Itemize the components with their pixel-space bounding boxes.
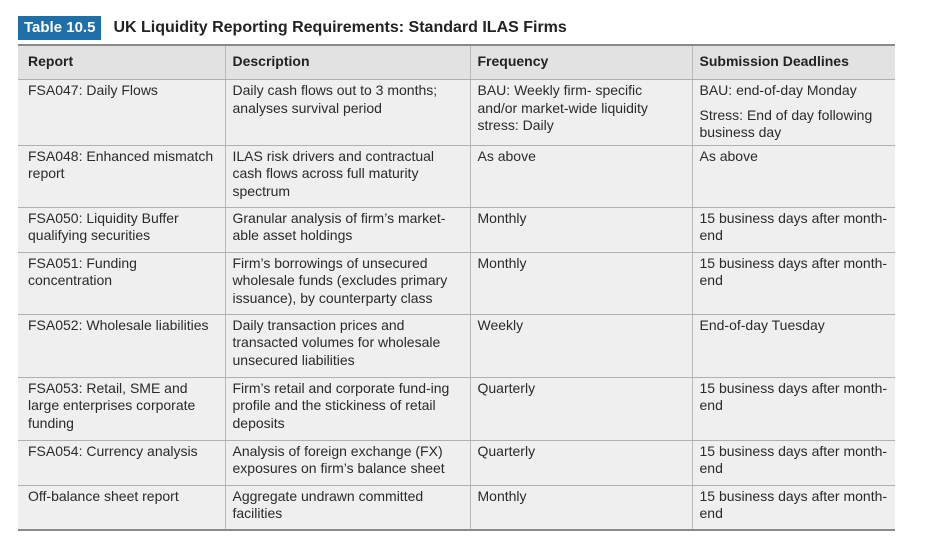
cell-deadline: End-of-day Tuesday <box>692 314 895 377</box>
cell-description: Granular analysis of firm’s market-able asset holdings <box>225 207 470 252</box>
header-frequency: Frequency <box>470 45 692 80</box>
cell-report: FSA052: Wholesale liabilities <box>18 314 225 377</box>
cell-deadline: As above <box>692 145 895 207</box>
cell-frequency: Quarterly <box>470 440 692 485</box>
cell-frequency: As above <box>470 145 692 207</box>
cell-frequency: Weekly <box>470 314 692 377</box>
cell-frequency: Monthly <box>470 252 692 314</box>
cell-report: FSA047: Daily Flows <box>18 80 225 146</box>
table-row <box>18 80 895 146</box>
liquidity-reporting-table <box>18 44 895 531</box>
cell-description: Aggregate undrawn committed facilities <box>225 485 470 530</box>
table-header-row <box>18 45 895 80</box>
table-row <box>18 252 895 314</box>
cell-report: FSA051: Funding concentration <box>18 252 225 314</box>
cell-frequency: BAU: Weekly firm- specific and/or market-wide liquidity stress: Daily <box>470 80 692 146</box>
table-number-badge: Table 10.5 <box>18 16 101 40</box>
cell-description: Daily cash flows out to 3 months; analyses survival period <box>225 80 470 146</box>
header-description: Description <box>225 45 470 80</box>
cell-deadline: 15 business days after month-end <box>692 485 895 530</box>
cell-deadline <box>692 80 895 146</box>
cell-report: FSA054: Currency analysis <box>18 440 225 485</box>
cell-report: FSA050: Liquidity Buffer qualifying securities <box>18 207 225 252</box>
table-row <box>18 485 895 530</box>
table-row <box>18 314 895 377</box>
deadline-bau: BAU: end-of-day Monday <box>699 82 857 98</box>
cell-deadline: 15 business days after month-end <box>692 207 895 252</box>
header-report: Report <box>18 45 225 80</box>
cell-description: ILAS risk drivers and contractual cash flows across full maturity spectrum <box>225 145 470 207</box>
cell-frequency: Quarterly <box>470 377 692 440</box>
cell-deadline: 15 business days after month-end <box>692 252 895 314</box>
table-row <box>18 207 895 252</box>
table-row <box>18 377 895 440</box>
cell-description: Firm’s retail and corporate fund-ing profile and the stickiness of retail deposits <box>225 377 470 440</box>
table-title-row <box>18 16 567 40</box>
cell-deadline: 15 business days after month-end <box>692 440 895 485</box>
cell-description: Firm’s borrowings of unsecured wholesale funds (excludes primary issuance), by counterparty class <box>225 252 470 314</box>
cell-report: FSA053: Retail, SME and large enterprises corporate funding <box>18 377 225 440</box>
table-title: UK Liquidity Reporting Requirements: Standard ILAS Firms <box>113 19 567 36</box>
table-row <box>18 145 895 207</box>
cell-description: Analysis of foreign exchange (FX) exposures on firm’s balance sheet <box>225 440 470 485</box>
cell-description: Daily transaction prices and transacted volumes for wholesale unsecured liabilities <box>225 314 470 377</box>
cell-deadline: 15 business days after month-end <box>692 377 895 440</box>
table-row <box>18 440 895 485</box>
cell-report: Off-balance sheet report <box>18 485 225 530</box>
header-submission-deadlines: Submission Deadlines <box>692 45 895 80</box>
cell-report: FSA048: Enhanced mismatch report <box>18 145 225 207</box>
cell-frequency: Monthly <box>470 207 692 252</box>
cell-frequency: Monthly <box>470 485 692 530</box>
deadline-stress: Stress: End of day following business day <box>699 106 873 140</box>
